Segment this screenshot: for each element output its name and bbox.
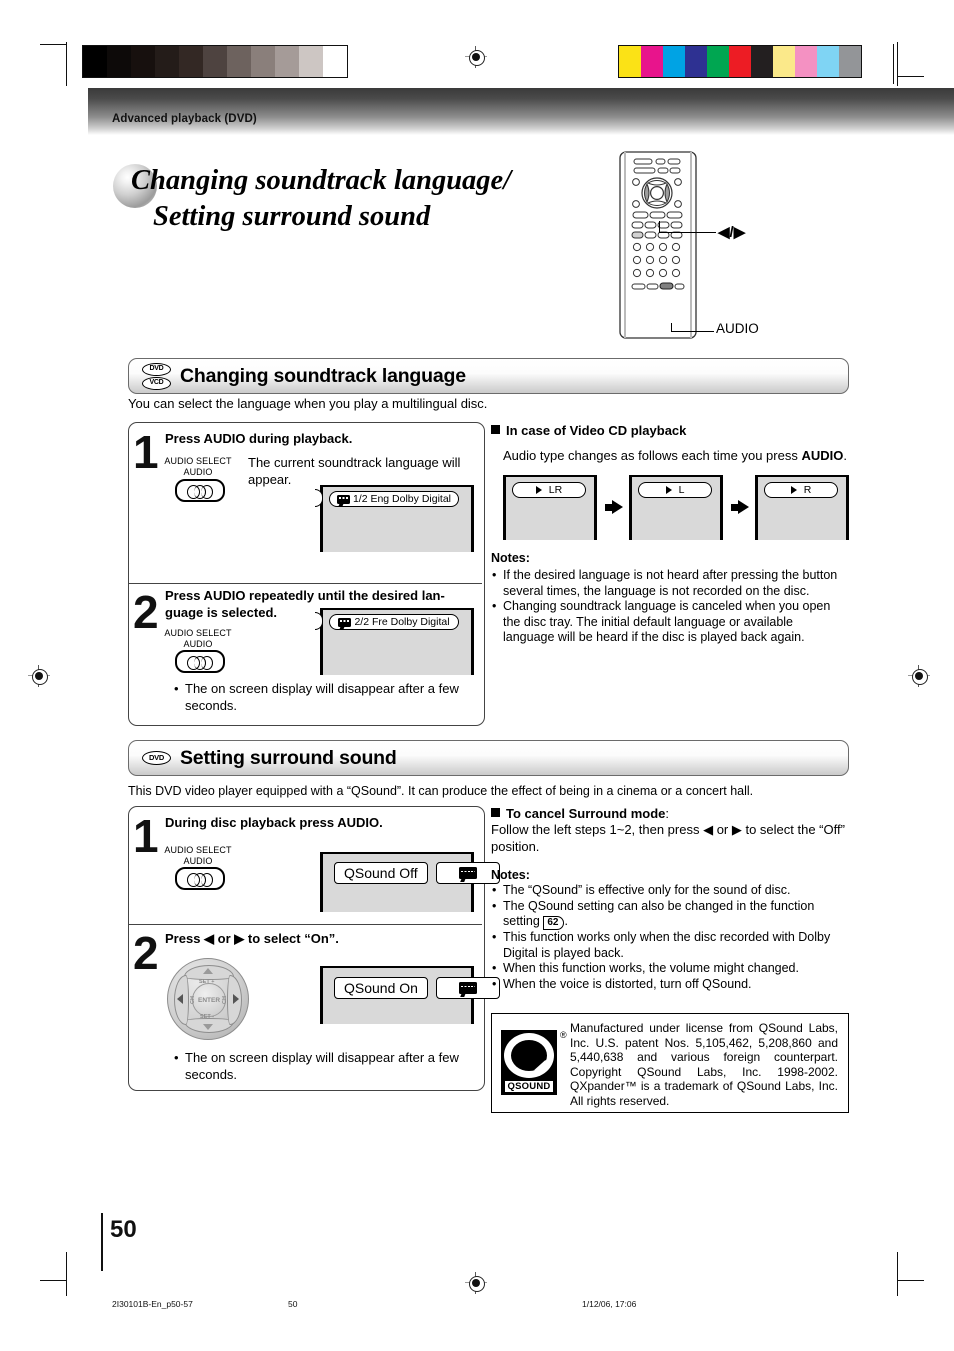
- vcd-arrow-2: [731, 500, 757, 515]
- s2-step1-key-label-bottom: AUDIO: [183, 855, 213, 866]
- qsound-license-text: Manufactured under license from QSound Labs, Inc. U.S. patent Nos. 5,105,462, 5,208,860 and 5,440,638 and various foreign counterpart. Copyright QSound Labs, Inc. 1998-2002. QXpander™ is a trademark of QSound Labs, Inc. All rights reserved.: [570, 1021, 838, 1108]
- osd-chip-qsound-on-text: QSound On: [344, 980, 418, 996]
- remote-callout-audio-label: AUDIO: [716, 321, 759, 336]
- dpad-right-arrow-icon: [233, 994, 239, 1004]
- crop-mark-bottom-right-h: [898, 1280, 924, 1281]
- s2-step-number-2: 2: [133, 927, 157, 979]
- crop-mark-top-right-h: [898, 76, 924, 77]
- dpad-up-label: SET +: [199, 979, 215, 985]
- vcd-osd-chip-2: [638, 482, 712, 498]
- osd-chip-step2: [329, 614, 459, 630]
- crop-mark-bottom-left-v: [66, 1252, 67, 1296]
- vcd-osd-chip-1-text: LR: [548, 484, 563, 496]
- osd-chip-qsound-on: [334, 977, 428, 999]
- note-item: • When the voice is distorted, turn off QSound.: [491, 977, 847, 993]
- step2-key-label: [158, 628, 238, 649]
- s2-step1-key-label-top: AUDIO SELECT: [164, 845, 232, 855]
- dpad-right-label: CH: [221, 996, 228, 1004]
- page-title-line1: Changing soundtrack language/: [131, 165, 512, 196]
- page-title: [131, 163, 601, 235]
- dolby-audio-icon-4: [459, 982, 477, 994]
- play-triangle-icon-2: [666, 486, 672, 494]
- section1-notes-title: Notes:: [491, 551, 530, 565]
- grayscale-calibration-bar: [82, 45, 348, 78]
- step1-key-label-bottom: AUDIO: [183, 466, 213, 477]
- audio-button-icon-step1[interactable]: [175, 479, 225, 502]
- s2-step2-bullet-text: The on screen display will disappear after a few seconds.: [185, 1050, 459, 1082]
- vcd-subhead-text: In case of Video CD playback: [506, 423, 687, 438]
- section-header-setting-surround: [128, 740, 849, 776]
- vcd-intro-bold: AUDIO: [801, 448, 844, 463]
- s2-step2-bullet: • The on screen display will disappear after a few seconds.: [174, 1050, 459, 1082]
- step1-body-text: The current soundtrack language will appear.: [248, 455, 461, 487]
- qsound-registered-mark: ®: [560, 1030, 567, 1040]
- note-item: • Changing soundtrack language is canceled when you open the disc tray. The initial default language or available language will be heard if the disc is played back again.: [491, 599, 847, 646]
- dpad-down-arrow-icon: [203, 1024, 213, 1030]
- audio-button-icon-step2[interactable]: [175, 650, 225, 673]
- section2-step-divider: [129, 924, 482, 925]
- s2-step1-key-label: [158, 845, 238, 866]
- note-item: • This function works only when the disc recorded with Dolby Digital is played back.: [491, 930, 847, 961]
- page-reference-link[interactable]: 62: [543, 916, 564, 930]
- footer-center-page: 50: [288, 1299, 298, 1309]
- square-bullet-icon: [491, 425, 500, 434]
- section2-notes-title: Notes:: [491, 868, 530, 882]
- page-number-rule: [101, 1213, 103, 1271]
- remote-callout-line-audio: [672, 331, 714, 332]
- direction-pad-icon[interactable]: [167, 958, 249, 1040]
- dolby-audio-icon-3: [459, 867, 477, 879]
- step1-key-label-top: AUDIO SELECT: [164, 456, 232, 466]
- remote-control-illustration: [612, 150, 722, 340]
- dpad-enter[interactable]: ENTER: [192, 983, 226, 1017]
- note-text-after: .: [564, 914, 568, 928]
- page-number: 50: [110, 1216, 137, 1243]
- section-header-changing-soundtrack: [128, 358, 849, 394]
- vcd-osd-screen-1: [503, 475, 597, 540]
- note-item: [491, 899, 847, 931]
- footer-file-id: 2I30101B-En_p50-57: [112, 1299, 193, 1309]
- note-item: • If the desired language is not heard after pressing the button several times, the language is not recorded on the disc.: [491, 568, 847, 599]
- registration-mark-right: [908, 665, 930, 687]
- vcd-osd-chip-3: [764, 482, 838, 498]
- remote-callout-line-arrows: [660, 232, 716, 233]
- vcd-arrow-1: [605, 500, 631, 515]
- step2-heading: Press AUDIO repeatedly until the desired lan- guage is selected.: [165, 588, 445, 620]
- s2-step-number-1: 1: [133, 810, 157, 862]
- remote-callout-arrows-label: ◀/▶: [718, 224, 746, 241]
- step1-heading: Press AUDIO during playback.: [165, 431, 353, 446]
- osd-chip-qsound-off-text: QSound Off: [344, 865, 418, 881]
- osd-screen-step2: [320, 608, 474, 675]
- section1-step-divider: [129, 583, 482, 584]
- vcd-osd-chip-1: [512, 482, 586, 498]
- step1-key-label: [158, 456, 238, 477]
- crop-mark-bottom-right-v: [897, 1252, 898, 1296]
- cancel-subhead-colon: :: [665, 806, 670, 821]
- play-triangle-icon-3: [791, 486, 797, 494]
- step2-key-label-top: AUDIO SELECT: [164, 628, 232, 638]
- osd-chip-step1-text: 1/2 Eng Dolby Digital: [352, 493, 451, 505]
- section2-title: Setting surround sound: [180, 746, 397, 769]
- disc-badges-dvd: [142, 751, 171, 765]
- osd-chip-qsound-off: [334, 862, 428, 884]
- section2-lead-text: This DVD video player equipped with a “QSound”. It can produce the effect of being in a cinema or a concert hall.: [128, 784, 754, 798]
- registration-mark-left: [28, 665, 50, 687]
- vcd-osd-screen-3: [755, 475, 849, 540]
- crop-mark-top-left-h: [40, 44, 66, 45]
- remote-callout-line-audio-v: [671, 323, 672, 332]
- page-header-banner: [88, 88, 954, 135]
- vcd-intro: [503, 448, 853, 465]
- running-head: Advanced playback (DVD): [112, 113, 257, 125]
- qsound-q-glyph: [504, 1033, 554, 1078]
- step2-bullet-text: The on screen display will disappear after a few seconds.: [185, 681, 459, 713]
- crop-mark-top-left-v: [66, 42, 67, 86]
- note-item: • When this function works, the volume might changed.: [491, 961, 847, 977]
- registration-mark-top: [465, 46, 487, 68]
- osd-chip-step1: [329, 491, 459, 507]
- qsound-logo-word: QSOUND: [505, 1081, 554, 1092]
- qsound-logo-icon: [501, 1030, 557, 1095]
- step-number-2: 2: [133, 586, 157, 638]
- s2-step1-heading: During disc playback press AUDIO.: [165, 815, 383, 830]
- osd-chip-step2-text: 2/2 Fre Dolby Digital: [354, 616, 450, 628]
- note-text-before: The QSound setting can also be changed in the function setting: [503, 898, 815, 928]
- dpad-down-label: SET -: [200, 1014, 215, 1020]
- vcd-osd-chip-2-text: L: [678, 484, 685, 496]
- color-calibration-bar: [618, 45, 862, 78]
- page-title-line2: Setting surround sound: [153, 201, 431, 232]
- osd-screen-qsound-on: [320, 966, 474, 1024]
- vcd-osd-screen-2: [629, 475, 723, 540]
- square-bullet-icon-2: [491, 808, 500, 817]
- section1-notes-list: [491, 568, 847, 646]
- vcd-subhead: [491, 423, 686, 438]
- disc-badges-dvd-vcd: [142, 363, 171, 390]
- crop-mark-bottom-left-h: [40, 1280, 66, 1281]
- s2-step2-heading: Press ◀ or ▶ to select “On”.: [165, 931, 339, 946]
- registration-mark-bottom: [465, 1272, 487, 1294]
- play-triangle-icon-1: [536, 486, 542, 494]
- vcd-badge-icon: VCD: [142, 377, 171, 390]
- vcd-intro-suffix: .: [843, 448, 847, 463]
- cancel-surround-body: Follow the left steps 1~2, then press ◀ or ▶ to select the “Off” position.: [491, 822, 845, 854]
- cancel-subhead-text: To cancel Surround mode: [506, 806, 666, 821]
- section-title: Changing soundtrack language: [180, 364, 466, 387]
- vcd-intro-prefix: Audio type changes as follows each time you press: [503, 448, 802, 463]
- note-item: • The “QSound” is effective only for the sound of disc.: [491, 883, 847, 899]
- dvd-badge-icon-2: DVD: [142, 751, 171, 765]
- dolby-audio-icon-2: [338, 618, 351, 627]
- step-number-1: 1: [133, 426, 157, 478]
- section1-lead-text: You can select the language when you play a multilingual disc.: [128, 396, 488, 411]
- cancel-surround-subhead: [491, 806, 669, 821]
- vcd-osd-chip-3-text: R: [803, 484, 812, 496]
- step2-bullet: • The on screen display will disappear after a few seconds.: [174, 681, 459, 713]
- osd-screen-step1: [320, 485, 474, 552]
- dpad-left-label: CH: [189, 996, 196, 1004]
- footer-timestamp: 1/12/06, 17:06: [582, 1299, 637, 1309]
- crop-mark-upper-right-long: [893, 44, 894, 84]
- remote-callout-line-arrows-v: [659, 221, 660, 233]
- dvd-badge-icon: DVD: [142, 363, 171, 376]
- step2-key-label-bottom: AUDIO: [183, 638, 213, 649]
- section2-notes-list: [491, 883, 847, 992]
- crop-mark-top-right-v: [897, 42, 898, 86]
- osd-screen-qsound-off: [320, 852, 474, 912]
- dpad-up-arrow-icon: [203, 968, 213, 974]
- dolby-audio-icon: [337, 495, 350, 504]
- audio-button-icon-s2step1[interactable]: [175, 867, 225, 890]
- dpad-left-arrow-icon: [177, 994, 183, 1004]
